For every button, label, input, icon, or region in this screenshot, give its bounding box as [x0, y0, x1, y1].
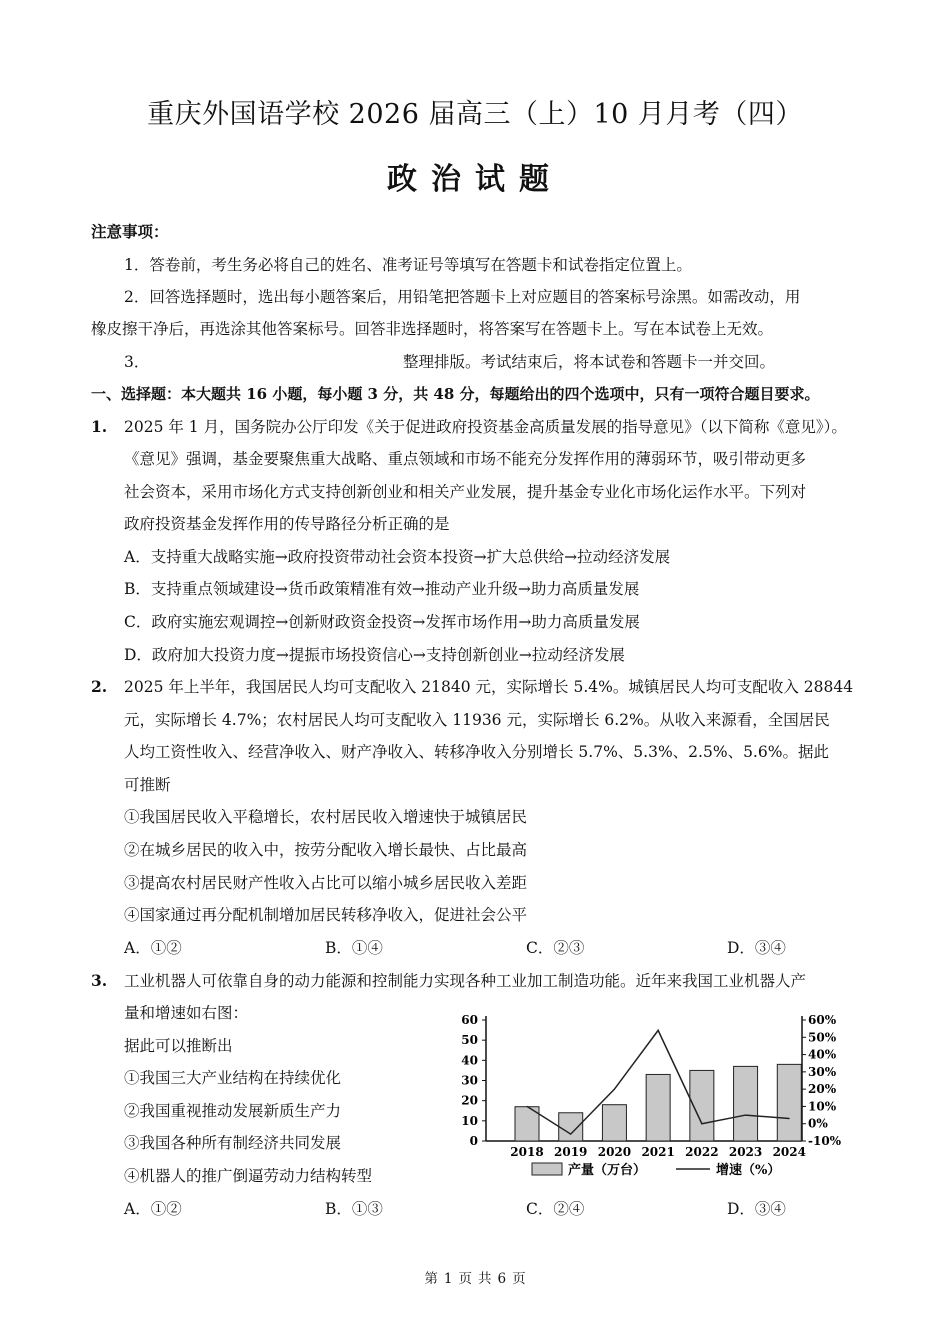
question-1-line: 2025 年 1 月，国务院办公厅印发《关于促进政府投资基金高质量发展的指导意见》（以下简称《意见》）。	[124, 418, 847, 436]
question-1-option-c: C．政府实施宏观调控→创新财政资金投资→发挥市场作用→助力高质量发展	[124, 613, 640, 631]
growth-point	[658, 1030, 659, 1031]
notice-item-3-num: 3．	[124, 353, 150, 371]
question-1-line: 社会资本，采用市场化方式支持创新创业和相关产业发展，提升基金专业化市场化运作水平。下列对	[124, 483, 807, 501]
notice-item-3: 整理排版。考试结束后，将本试卷和答题卡一并交回。	[403, 353, 776, 371]
question-2-statement: ③提高农村居民财产性收入占比可以缩小城乡居民收入差距	[124, 874, 528, 892]
question-2-number: 2.	[91, 677, 108, 696]
question-2-line: 人均工资性收入、经营净收入、财产净收入、转移净收入分别增长 5.7%、5.3%、2.5%、5.6%。据此	[124, 743, 829, 761]
growth-point	[789, 1118, 790, 1119]
x-tick-label: 2019	[554, 1145, 588, 1159]
right-tick-label: 20%	[808, 1082, 837, 1097]
footer-page-number: 1	[443, 1271, 453, 1287]
bar-production	[559, 1113, 583, 1141]
question-2-option-d: D．③④	[727, 939, 786, 957]
notice-item-2-cont: 橡皮擦干净后，再选涂其他答案标号。回答非选择题时，将答案写在答题卡上。写在本试卷上无效。	[91, 320, 774, 338]
question-1-option-a: A．支持重大战略实施→政府投资带动社会资本投资→扩大总供给→拉动经济发展	[124, 548, 671, 566]
right-tick-label: 60%	[808, 1013, 837, 1027]
x-tick-label: 2022	[685, 1145, 719, 1159]
question-2-statement: ④国家通过再分配机制增加居民转移净收入，促进社会公平	[124, 906, 528, 924]
x-tick-label: 2021	[641, 1145, 675, 1159]
legend-bar-swatch	[532, 1163, 562, 1175]
notice-item-1: 1．答卷前，考生务必将自己的姓名、准考证号等填写在答题卡和试卷指定位置上。	[124, 256, 692, 274]
x-tick-label: 2024	[772, 1145, 806, 1159]
legend-bar-label: 产量（万台）	[568, 1163, 647, 1178]
question-2-option-a: A．①②	[124, 939, 182, 957]
question-1-number: 1.	[91, 417, 108, 436]
notice-item-2: 2．回答选择题时，选出每小题答案后，用铅笔把答题卡上对应题目的答案标号涂黑。如需改动，用	[124, 288, 801, 306]
left-tick-label: 60	[461, 1013, 478, 1027]
page-footer	[0, 1267, 950, 1287]
question-3-line: 量和增速如右图：	[124, 1004, 249, 1022]
question-2-option-b: B．①④	[325, 939, 383, 957]
legend-line-label: 增速（%）	[716, 1163, 781, 1178]
question-3-statement: ②我国重视推动发展新质生产力	[124, 1102, 342, 1120]
bar-production	[777, 1064, 801, 1141]
question-2-line: 元，实际增长 4.7%；农村居民人均可支配收入 11936 元，实际增长 6.2%。从收入来源看，全国居民	[124, 711, 830, 729]
x-tick-label: 2020	[597, 1145, 632, 1159]
question-1-option-d: D．政府加大投资力度→提振市场投资信心→支持创新创业→拉动经济发展	[124, 646, 625, 664]
left-tick-label: 20	[461, 1093, 478, 1108]
question-3-option-d: D．③④	[727, 1200, 786, 1218]
question-3-statement: ①我国三大产业结构在持续优化	[124, 1069, 342, 1087]
growth-point	[745, 1115, 746, 1116]
bar-production	[646, 1074, 670, 1141]
question-3-statement: ④机器人的推广倒逼劳动力结构转型	[124, 1167, 373, 1185]
notice-heading: 注意事项：	[91, 222, 169, 241]
left-tick-label: 0	[469, 1134, 478, 1148]
footer-total-number: 6	[497, 1271, 507, 1287]
question-3-option-b: B．①③	[325, 1200, 383, 1218]
right-tick-label: -10%	[808, 1134, 842, 1148]
right-tick-label: 50%	[808, 1030, 837, 1045]
growth-point	[614, 1089, 615, 1090]
page-title: 重庆外国语学校 2026 届高三（上）10 月月考（四）	[147, 99, 803, 130]
question-2-statement: ②在城乡居民的收入中，按劳分配收入增长最快、占比最高	[124, 841, 528, 859]
right-tick-label: 30%	[808, 1064, 837, 1079]
x-tick-label: 2023	[728, 1145, 763, 1159]
question-2-option-c: C．②③	[526, 939, 585, 957]
question-2-line: 可推断	[124, 776, 171, 794]
question-3-option-a: A．①②	[124, 1200, 182, 1218]
question-3-line: 工业机器人可依靠自身的动力能源和控制能力实现各种工业加工制造功能。近年来我国工业机器人产	[124, 972, 807, 990]
left-tick-label: 10	[461, 1113, 478, 1128]
right-tick-label: 0%	[808, 1116, 828, 1131]
question-1-line: 《意见》强调，基金要聚焦重大战略、重点领域和市场不能充分发挥作用的薄弱环节，吸引带动更多	[124, 450, 807, 468]
section-heading: 一、选择题：本大题共 16 小题，每小题 3 分，共 48 分，每题给出的四个选项中，只有一项符合题目要求。	[91, 385, 820, 403]
footer-total-unit: 页	[512, 1271, 526, 1287]
question-2-statement: ①我国居民收入平稳增长，农村居民收入增速快于城镇居民	[124, 808, 528, 826]
question-3-option-c: C．②④	[526, 1200, 585, 1218]
footer-total-label: 共	[478, 1271, 492, 1287]
question-1-option-b: B．支持重点领域建设→货币政策精准有效→推动产业升级→助力高质量发展	[124, 580, 640, 598]
left-tick-label: 50	[461, 1033, 478, 1048]
growth-point	[701, 1123, 702, 1124]
bar-production	[602, 1105, 626, 1141]
bar-production	[734, 1066, 758, 1141]
x-tick-label: 2018	[510, 1145, 544, 1159]
right-tick-label: 40%	[808, 1047, 837, 1062]
footer-page-unit: 页	[458, 1271, 472, 1287]
growth-point	[527, 1106, 528, 1107]
exam-subject: 政治试题	[387, 162, 563, 197]
question-1-line: 政府投资基金发挥作用的传导路径分析正确的是	[124, 515, 450, 533]
growth-point	[570, 1134, 571, 1135]
question-3-statement: ③我国各种所有制经济共同发展	[124, 1134, 342, 1152]
question-2-line: 2025 年上半年，我国居民人均可支配收入 21840 元，实际增长 5.4%。城镇居民人均可支配收入 28844	[124, 678, 854, 696]
robot-production-chart	[450, 1003, 850, 1193]
left-tick-label: 40	[461, 1053, 478, 1068]
question-3-number: 3.	[91, 971, 108, 990]
right-tick-label: 10%	[808, 1099, 837, 1114]
footer-page-label: 第	[424, 1271, 438, 1287]
question-3-line: 据此可以推断出	[124, 1037, 233, 1055]
left-tick-label: 30	[461, 1073, 478, 1088]
